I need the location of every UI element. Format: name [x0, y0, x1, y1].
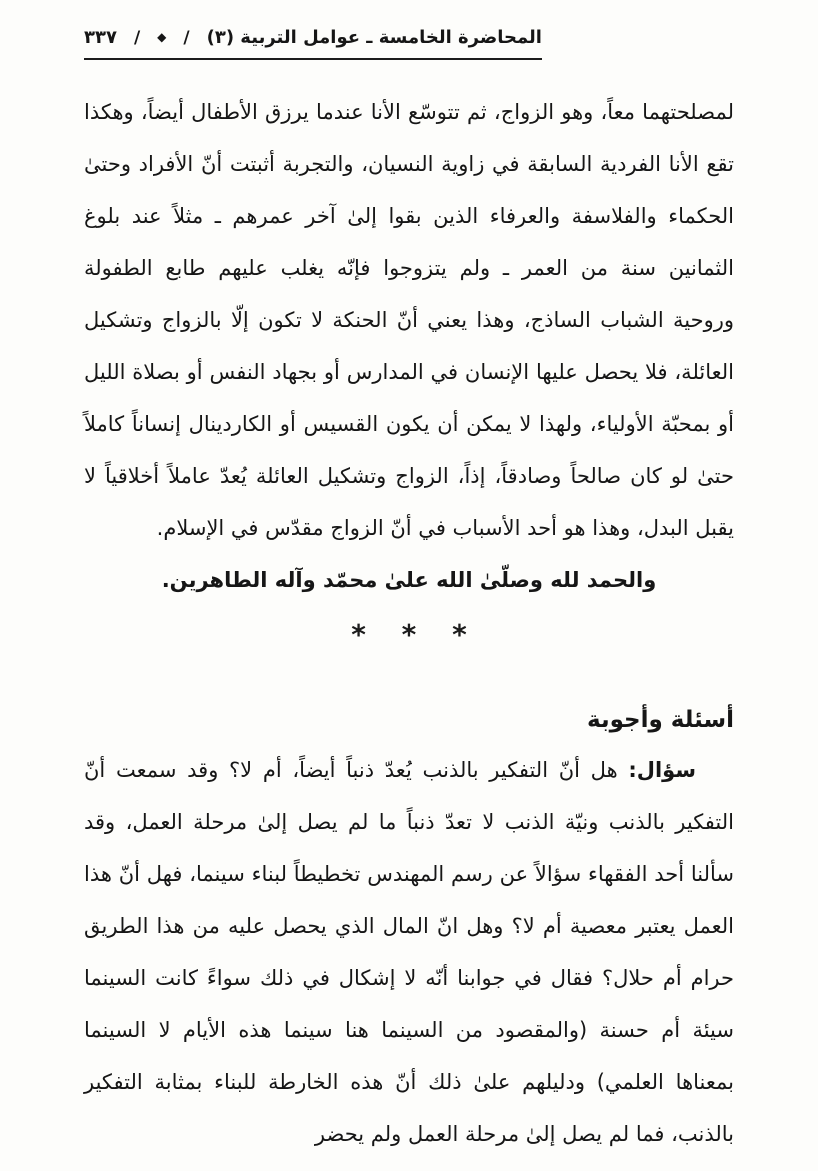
paragraph-question	[84, 744, 734, 1160]
page-body	[84, 86, 734, 1160]
header-separator-2: /	[183, 28, 190, 48]
header-rule	[84, 58, 542, 60]
section-divider-ornament: * * *	[351, 618, 467, 651]
question-text: هل أنّ التفكير بالذنب يُعدّ ذنباً أيضاً، أم لا؟ وقد سمعت أنّ التفكير بالذنب ونيّة الذنب لا تعدّ ذنباً ما لم يصل إلىٰ مرحلة العمل، وقد سألنا أحد الفقهاء سؤالاً عن رسم المهندس تخطيطاً لبناء سينما، فهل أنّ هذا العمل يعتبر معصية أم لا؟ وهل انّ المال الذي يحصل عليه من هذا الطريق حرام أم حلال؟ فقال في جوابنا أنّه لا إشكال في ذلك سواءً كانت السينما سيئة أم حسنة (والمقصود من السينما هنا سينما هذه الأيام لا السينما بمعناها العلمي) ودليلهم علىٰ ذلك أنّ هذه الخارطة للبناء بمثابة التفكير بالذنب، فما لم يصل إلىٰ مرحلة العمل ولم يحضر	[84, 758, 734, 1146]
page-number: ٣٣٧	[84, 27, 117, 48]
question-label: سؤال:	[628, 758, 696, 782]
paragraph-main: لمصلحتهما معاً، وهو الزواج، ثم تتوسّع الأنا عندما يرزق الأطفال أيضاً، وهكذا تقع الأنا الفردية السابقة في زاوية النسيان، والتجربة أثبتت أنّ الأفراد وحتىٰ الحكماء والفلاسفة والعرفاء الذين بقوا إلىٰ آخر عمرهم ـ مثلاً عند بلوغ الثمانين سنة من العمر ـ ولم يتزوجوا فإنّه يغلب عليهم طابع الطفولة وروحية الشباب الساذج، وهذا يعني أنّ الحنكة لا تكون إلّا بالزواج وتشكيل العائلة، فلا يحصل عليها الإنسان في المدارس أو بجهاد النفس أو بصلاة الليل أو بمحبّة الأولياء، ولهذا لا يمكن أن يكون القسيس أو الكاردينال إنساناً كاملاً حتىٰ لو كان صالحاً وصادقاً، إذاً، الزواج وتشكيل العائلة يُعدّ عاملاً أخلاقياً لا يقبل البدل، وهذا هو أحد الأسباب في أنّ الزواج مقدّس في الإسلام.	[84, 100, 734, 540]
chapter-title: المحاضرة الخامسة ـ عوامل التربية (٣)	[206, 27, 542, 48]
diamond-icon: ◆	[157, 30, 167, 44]
header-line	[84, 26, 542, 50]
section-heading-questions: أسئلة وأجوبة	[587, 707, 734, 733]
closing-benediction: والحمد لله وصلّىٰ الله علىٰ محمّد وآله الطاهرين.	[161, 568, 657, 592]
header-separator-1: /	[133, 28, 141, 48]
page-header	[84, 26, 542, 60]
